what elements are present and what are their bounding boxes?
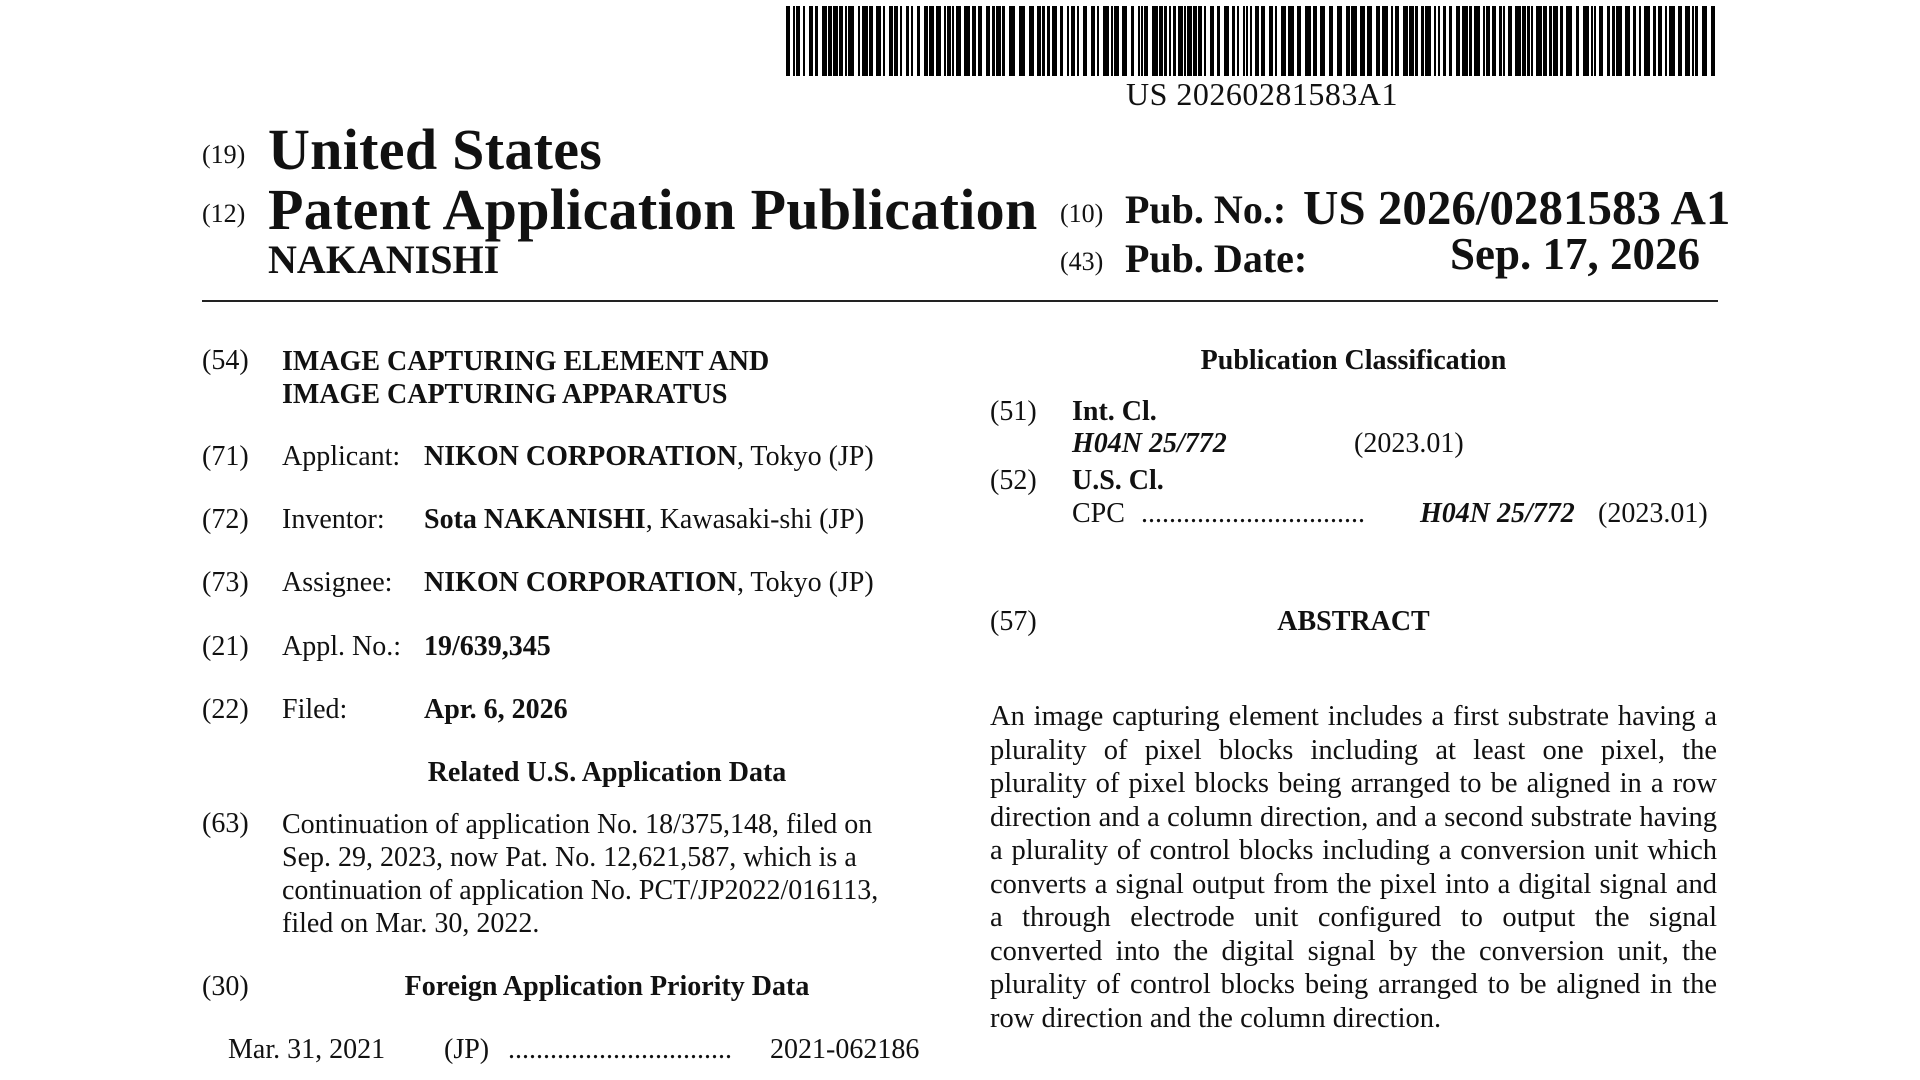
abstract-text: An image capturing element includes a first substrate having a plurality of pixel blocks including at least one pixel, the plurality of pixel blocks being arranged to be aligned in a row direction and a column direction, and a second substrate having a plurality of control blocks including a conversion unit which converts a signal output from the pixel into a digital signal and a through electrode unit configured to output the signal converted into the digital signal by the conversion unit, the plurality of control blocks being arranged to be aligned in the row direction and the column direction. <box>990 701 1717 1034</box>
continuation-code: (63) <box>202 808 249 839</box>
barcode-number: US 20260281583A1 <box>1126 76 1399 112</box>
barcode-icon <box>786 6 1716 76</box>
continuation-line-2: Sep. 29, 2023, now Pat. No. 12,621,587, which is a <box>282 842 857 873</box>
continuation-line-3: continuation of application No. PCT/JP2022/016113, <box>282 875 879 906</box>
cpc-label: CPC <box>1072 498 1125 529</box>
filed-code: (22) <box>202 694 249 725</box>
related-data-heading: Related U.S. Application Data <box>427 757 787 788</box>
inventor-label: Inventor: <box>282 504 385 535</box>
assignee-entry <box>424 567 874 599</box>
abstract-code: (57) <box>990 606 1037 637</box>
foreign-priority-heading: Foreign Application Priority Data <box>404 971 810 1002</box>
continuation-line-4: filed on Mar. 30, 2022. <box>282 908 540 939</box>
int-cl-code: (51) <box>990 396 1037 427</box>
title-line-1: IMAGE CAPTURING ELEMENT AND <box>282 346 770 377</box>
cpc-class: H04N 25/772 <box>1420 498 1575 529</box>
appl-no-value: 19/639,345 <box>424 631 551 662</box>
filed-value: Apr. 6, 2026 <box>424 694 568 725</box>
code-12: (12) <box>202 199 246 228</box>
appl-no-label: Appl. No.: <box>282 631 401 662</box>
header-rule <box>202 300 1718 302</box>
applicant-location: , Tokyo (JP) <box>736 441 874 472</box>
us-cl-label: U.S. Cl. <box>1072 465 1164 496</box>
applicant-name: NIKON CORPORATION <box>424 441 737 472</box>
priority-number: 2021-062186 <box>770 1034 920 1065</box>
pub-no-value: US 2026/0281583 A1 <box>1303 180 1731 235</box>
country: United States <box>268 117 603 182</box>
pub-date-label: Pub. Date: <box>1125 236 1308 281</box>
cpc-year: (2023.01) <box>1598 498 1708 529</box>
priority-dots: ................................ <box>508 1034 732 1065</box>
pub-date-value: Sep. 17, 2026 <box>1450 229 1701 279</box>
inventor-location: , Kawasaki-shi (JP) <box>645 504 865 535</box>
code-10: (10) <box>1060 199 1104 228</box>
inventor-entry <box>424 504 864 536</box>
applicant-entry <box>424 441 874 473</box>
publication-classification-heading: Publication Classification <box>1200 345 1507 376</box>
int-cl-class: H04N 25/772 <box>1072 428 1227 459</box>
int-cl-label: Int. Cl. <box>1072 396 1157 427</box>
abstract-heading: ABSTRACT <box>1277 606 1430 637</box>
code-43: (43) <box>1060 247 1104 276</box>
continuation-text <box>282 808 878 940</box>
priority-country: (JP) <box>444 1034 490 1065</box>
invention-title <box>282 345 769 411</box>
document-type: Patent Application Publication <box>268 177 1038 242</box>
inventor-name: Sota NAKANISHI <box>424 504 646 535</box>
pub-no-label: Pub. No.: <box>1125 187 1287 232</box>
applicant-label: Applicant: <box>282 441 401 472</box>
filed-label: Filed: <box>282 694 348 725</box>
title-line-2: IMAGE CAPTURING APPARATUS <box>282 379 728 410</box>
int-cl-year: (2023.01) <box>1354 428 1464 459</box>
continuation-line-1: Continuation of application No. 18/375,148, filed on <box>282 809 873 840</box>
cpc-dots: ................................ <box>1141 498 1365 529</box>
title-code: (54) <box>202 345 249 376</box>
foreign-code: (30) <box>202 971 249 1002</box>
appl-no-code: (21) <box>202 631 249 662</box>
code-19: (19) <box>202 140 246 169</box>
assignee-label: Assignee: <box>282 567 393 598</box>
inventor-code: (72) <box>202 504 249 535</box>
us-cl-code: (52) <box>990 465 1037 496</box>
applicant-code: (71) <box>202 441 249 472</box>
inventor-surname: NAKANISHI <box>268 237 500 282</box>
assignee-name: NIKON CORPORATION <box>424 567 737 598</box>
assignee-location: , Tokyo (JP) <box>736 567 874 598</box>
assignee-code: (73) <box>202 567 249 598</box>
priority-date: Mar. 31, 2021 <box>228 1034 386 1065</box>
